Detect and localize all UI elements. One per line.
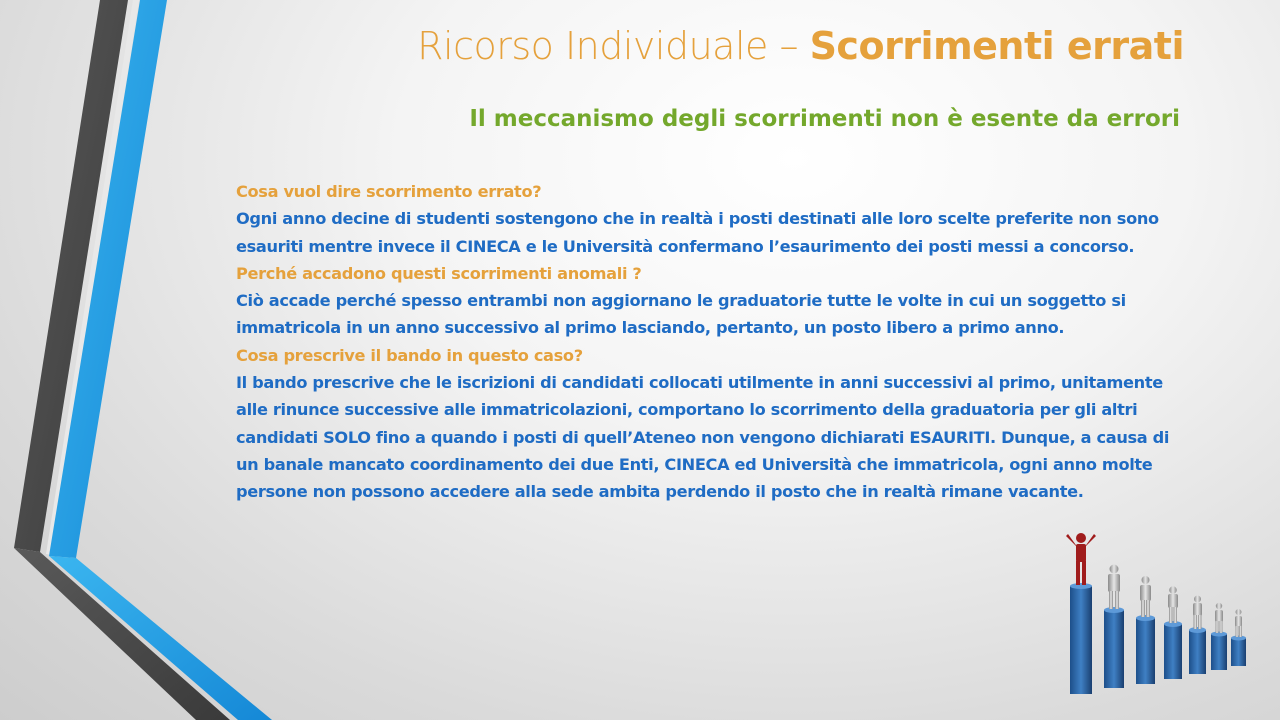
winner-figure-icon — [1066, 533, 1096, 585]
bar-5 — [1189, 630, 1206, 674]
people-on-bar-chart-illustration — [1058, 528, 1258, 698]
stripe-dark-lower — [14, 548, 230, 720]
slide-title — [417, 24, 1184, 68]
person-figure-icon — [1140, 576, 1151, 617]
title-light: Ricorso Individuale – — [417, 24, 810, 68]
bar-6-top — [1211, 632, 1227, 637]
bar-4-top — [1164, 621, 1182, 627]
bar-3 — [1136, 618, 1155, 684]
answer-3: Il bando prescrive che le iscrizioni di candidati collocati utilmente in anni successivi al primo, unitamente alle rinunce successive alle immatricolazioni, comportano lo scorrimento della graduatoria per gli altri candidati SOLO fino a quando i posti di quell’Ateneo non vengono dichiarati ESAURITI. Dunque, a causa di un banale mancato coordinamento dei due Enti, CINECA ed Università che immatricola, ogni anno molte persone non possono accedere alla sede ambita perdendo il posto che in realtà rimane vacante. — [236, 373, 1170, 502]
bar-5-top — [1189, 627, 1206, 633]
person-figure-icon — [1235, 609, 1242, 637]
bar-2 — [1104, 610, 1124, 688]
question-1: Cosa vuol dire scorrimento errato? — [236, 182, 542, 201]
bar-3-top — [1136, 615, 1155, 621]
person-figure-icon — [1193, 596, 1202, 630]
bar-7 — [1231, 638, 1246, 666]
person-figure-icon — [1168, 586, 1178, 623]
answer-1: Ogni anno decine di studenti sostengono che in realtà i posti destinati alle loro scelte preferite non sono esauriti mentre invece il CINECA e le Università confermano l’esaurimento dei posti messi a concorso. — [236, 209, 1159, 256]
slide-subtitle: Il meccanismo degli scorrimenti non è esente da errori — [469, 106, 1180, 132]
stripe-blue-lower — [49, 556, 272, 720]
bar-1-top — [1070, 583, 1092, 589]
person-figure-icon — [1108, 565, 1120, 610]
slide-body — [236, 178, 1196, 506]
answer-2: Ciò accade perché spesso entrambi non aggiornano le graduatorie tutte le volte in cui un soggetto si immatricola in un anno successivo al primo lasciando, pertanto, un posto libero a primo anno. — [236, 291, 1126, 338]
question-2: Perché accadono questi scorrimenti anomali ? — [236, 263, 642, 283]
bar-6 — [1211, 634, 1227, 670]
bar-2-top — [1104, 607, 1124, 613]
person-figure-icon — [1215, 603, 1223, 633]
bar-4 — [1164, 624, 1182, 679]
title-bold: Scorrimenti errati — [809, 24, 1184, 68]
question-3: Cosa prescrive il bando in questo caso? — [236, 345, 583, 365]
bar-1 — [1070, 586, 1092, 694]
